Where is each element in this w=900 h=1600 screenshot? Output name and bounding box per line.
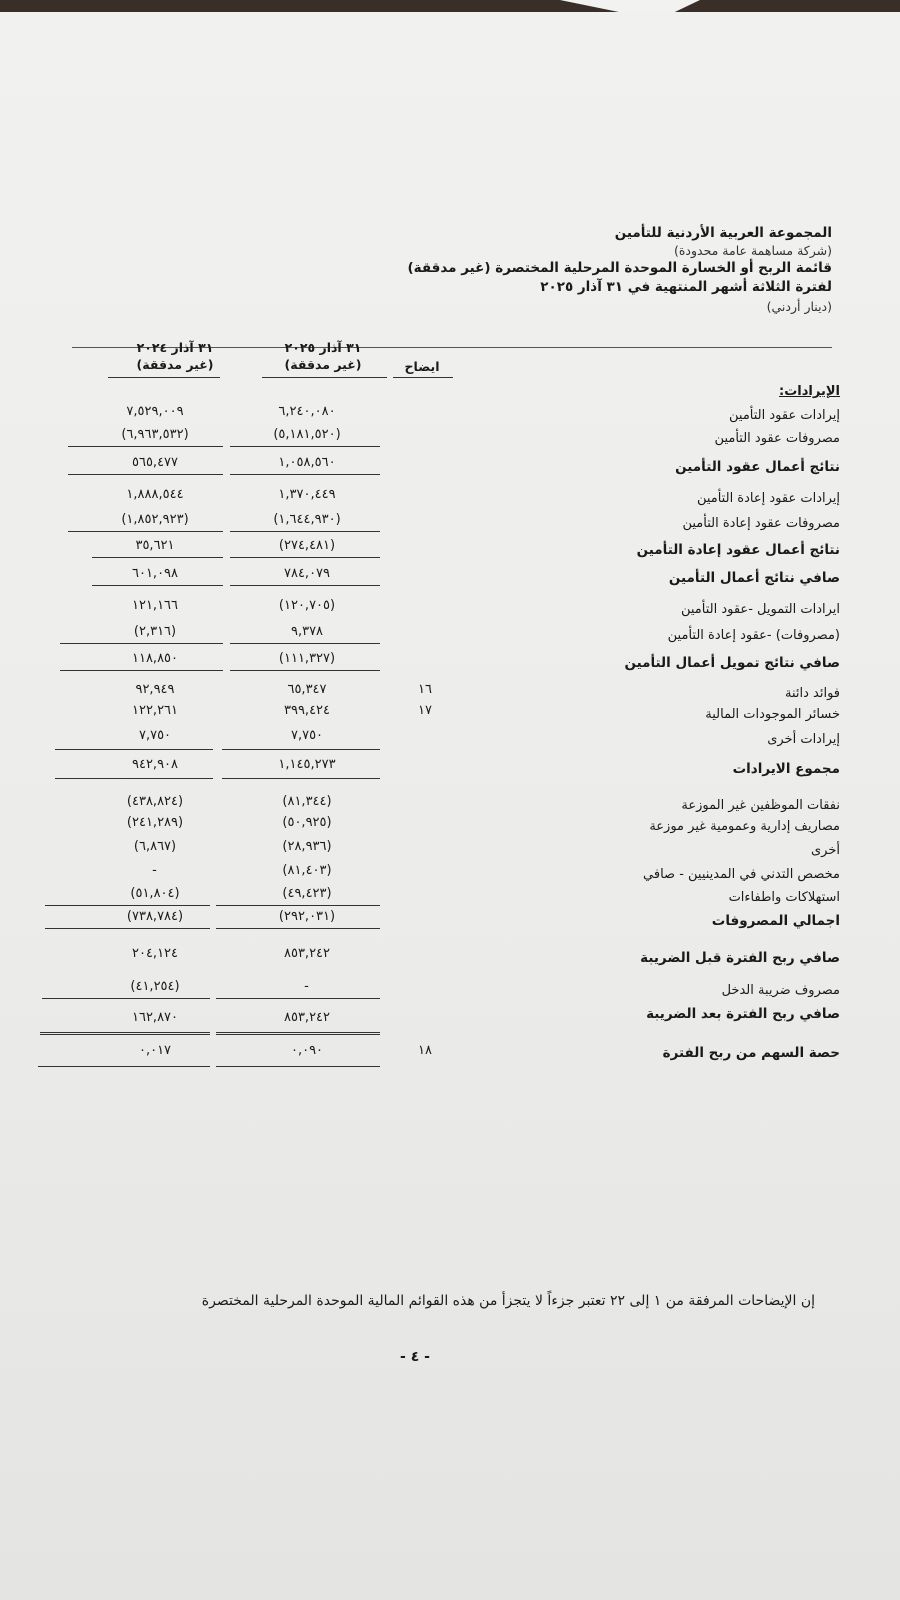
subtotal-line — [55, 778, 213, 779]
value-2025: ٦٥,٣٤٧ — [287, 682, 327, 697]
subtotal-line — [230, 585, 380, 586]
value-2024: ٦٠١,٠٩٨ — [131, 566, 179, 581]
row-label: اجمالي المصروفات — [711, 913, 840, 929]
col-note: ايضاح — [404, 359, 440, 374]
row-label: مصروفات عقود التأمين — [714, 431, 840, 446]
subtotal-line — [68, 531, 223, 532]
value-2025: ١,٣٧٠,٤٤٩ — [278, 487, 336, 502]
subtotal-line — [216, 905, 380, 906]
value-2024: ٥٦٥,٤٧٧ — [131, 455, 179, 470]
row-label: إيرادات عقود التأمين — [729, 408, 840, 423]
subtotal-line — [45, 905, 210, 906]
subtotal-line — [42, 998, 210, 999]
subtotal-line — [222, 749, 380, 750]
subtotal-line — [68, 474, 223, 475]
value-2025: (١١١,٣٢٧) — [278, 651, 336, 666]
row-label: صافي ربح الفترة قبل الضريبة — [640, 950, 840, 966]
value-2024: ٩٤٢,٩٠٨ — [131, 757, 179, 772]
subtotal-line — [92, 557, 223, 558]
value-2024: ١٢١,١٦٦ — [131, 598, 179, 613]
value-2024: ٢٠٤,١٢٤ — [131, 946, 179, 961]
value-2025: (١٢٠,٧٠٥) — [278, 598, 336, 613]
row-label: خسائر الموجودات المالية — [705, 707, 840, 722]
total-double-line — [40, 1032, 210, 1035]
row-label: إيرادات أخرى — [767, 732, 840, 747]
value-2025: - — [304, 979, 310, 994]
value-2024: (١,٨٥٢,٩٢٣) — [121, 512, 189, 527]
value-2024: ٩٢,٩٤٩ — [135, 682, 175, 697]
subtotal-line — [38, 1066, 210, 1067]
row-label: استهلاكات واطفاءات — [728, 890, 840, 905]
subtotal-line — [222, 778, 380, 779]
value-2024: (٢٤١,٢٨٩) — [126, 815, 184, 830]
subtotal-line — [230, 531, 380, 532]
value-2025: ٣٩٩,٤٢٤ — [283, 703, 331, 718]
col-2025-status: (غير مدققة) — [284, 357, 362, 372]
value-2024: - — [152, 863, 158, 878]
row-label: أخرى — [811, 843, 840, 858]
subtotal-line — [60, 643, 223, 644]
value-2025: (٤٩,٤٢٣) — [282, 886, 332, 901]
statement-period: لفترة الثلاثة أشهر المنتهية في ٣١ آذار ٢٠٢٥ — [540, 279, 832, 295]
col-2024-status: (غير مدققة) — [136, 357, 214, 372]
row-label: نفقات الموظفين غير الموزعة — [681, 798, 840, 813]
section-revenues-label: الإيرادات: — [779, 384, 840, 399]
value-2025: ٨٥٣,٢٤٢ — [283, 1010, 331, 1025]
statement-title: قائمة الربح أو الخسارة الموحدة المرحلية المختصرة (غير مدققة) — [407, 260, 832, 276]
subtotal-line — [230, 643, 380, 644]
value-2025: ٩,٣٧٨ — [290, 624, 324, 639]
value-2025: ٠,٠٩٠ — [290, 1043, 324, 1058]
subtotal-line — [68, 446, 223, 447]
col-2024-underline — [108, 377, 220, 378]
value-2025: (٥,١٨١,٥٢٠) — [273, 427, 341, 442]
subtotal-line — [216, 928, 380, 929]
subtotal-line — [230, 557, 380, 558]
row-label: نتائج أعمال عقود التأمين — [675, 459, 840, 475]
note-ref: ١٧ — [418, 703, 432, 718]
value-2025: (٢٨,٩٣٦) — [282, 839, 332, 854]
row-label: صافي نتائج أعمال التأمين — [668, 570, 840, 586]
value-2024: (٤١,٢٥٤) — [130, 979, 180, 994]
value-2024: (٤٣٨,٨٢٤) — [126, 794, 184, 809]
col-2025-date: ٣١ آذار ٢٠٢٥ — [284, 340, 362, 355]
company-name: المجموعة العربية الأردنية للتأمين — [614, 225, 832, 241]
value-2024: (٦,٨٦٧) — [133, 839, 177, 854]
subtotal-line — [216, 1066, 380, 1067]
row-label: (مصروفات) -عقود إعادة التأمين — [667, 628, 840, 643]
subtotal-line — [230, 474, 380, 475]
footer-note: إن الإيضاحات المرفقة من ١ إلى ٢٢ تعتبر جزءاً لا يتجزأ من هذه القوائم المالية الموحدة المرحلية المختصرة — [201, 1293, 815, 1309]
page-number: - ٤ - — [400, 1349, 430, 1365]
value-2024: (٧٣٨,٧٨٤) — [126, 909, 184, 924]
row-label: صافي ربح الفترة بعد الضريبة — [646, 1006, 840, 1022]
subtotal-line — [230, 446, 380, 447]
row-label: ايرادات التمويل -عقود التأمين — [680, 602, 840, 617]
row-label: فوائد دائنة — [784, 686, 840, 701]
value-2024: ١,٨٨٨,٥٤٤ — [126, 487, 184, 502]
note-ref: ١٦ — [418, 682, 432, 697]
value-2025: ١,١٤٥,٢٧٣ — [278, 757, 336, 772]
row-label: مجموع الايرادات — [732, 761, 840, 777]
value-2024: ٧,٧٥٠ — [138, 728, 172, 743]
row-label: نتائج أعمال عقود إعادة التأمين — [636, 542, 840, 558]
subtotal-line — [45, 928, 210, 929]
value-2025: ٨٥٣,٢٤٢ — [283, 946, 331, 961]
subtotal-line — [55, 749, 213, 750]
value-2025: ١,٠٥٨,٥٦٠ — [278, 455, 336, 470]
total-double-line — [216, 1032, 380, 1035]
value-2025: (٨١,٤٠٣) — [282, 863, 332, 878]
value-2025: ٦,٢٤٠,٠٨٠ — [278, 404, 336, 419]
company-type: (شركة مساهمة عامة محدودة) — [673, 243, 832, 258]
value-2024: ١٢٢,٢٦١ — [131, 703, 179, 718]
note-ref: ١٨ — [418, 1043, 432, 1058]
currency-note: (دينار أردني) — [766, 299, 832, 314]
row-label: صافي نتائج تمويل أعمال التأمين — [624, 655, 840, 671]
subtotal-line — [60, 670, 223, 671]
value-2025: (٨١,٣٤٤) — [282, 794, 332, 809]
row-label: مصروفات عقود إعادة التأمين — [682, 516, 840, 531]
subtotal-line — [216, 998, 380, 999]
value-2025: ٧,٧٥٠ — [290, 728, 324, 743]
value-2024: ١٦٢,٨٧٠ — [131, 1010, 179, 1025]
value-2025: (١,٦٤٤,٩٣٠) — [273, 512, 341, 527]
value-2024: ١١٨,٨٥٠ — [131, 651, 179, 666]
row-label: مصروف ضريبة الدخل — [721, 983, 840, 998]
col-2025-underline — [262, 377, 387, 378]
row-label: مخصص التدني في المدينيين - صافي — [643, 867, 840, 882]
value-2025: (٢٩٢,٠٣١) — [278, 909, 336, 924]
value-2024: (٢,٣١٦) — [133, 624, 177, 639]
value-2025: (٥٠,٩٢٥) — [282, 815, 332, 830]
value-2024: (٥١,٨٠٤) — [130, 886, 180, 901]
row-label: إيرادات عقود إعادة التأمين — [696, 491, 840, 506]
value-2025: (٢٧٤,٤٨١) — [278, 538, 336, 553]
value-2025: ٧٨٤,٠٧٩ — [283, 566, 331, 581]
value-2024: ٣٥,٦٢١ — [135, 538, 175, 553]
col-2024-date: ٣١ آذار ٢٠٢٤ — [136, 340, 214, 355]
value-2024: (٦,٩٦٣,٥٣٢) — [121, 427, 189, 442]
row-label: حصة السهم من ربح الفترة — [662, 1045, 840, 1061]
value-2024: ٧,٥٢٩,٠٠٩ — [126, 404, 184, 419]
subtotal-line — [230, 670, 380, 671]
subtotal-line — [92, 585, 223, 586]
row-label: مصاريف إدارية وعمومية غير موزعة — [649, 819, 840, 834]
col-note-underline — [393, 377, 453, 378]
value-2024: ٠,٠١٧ — [138, 1043, 172, 1058]
